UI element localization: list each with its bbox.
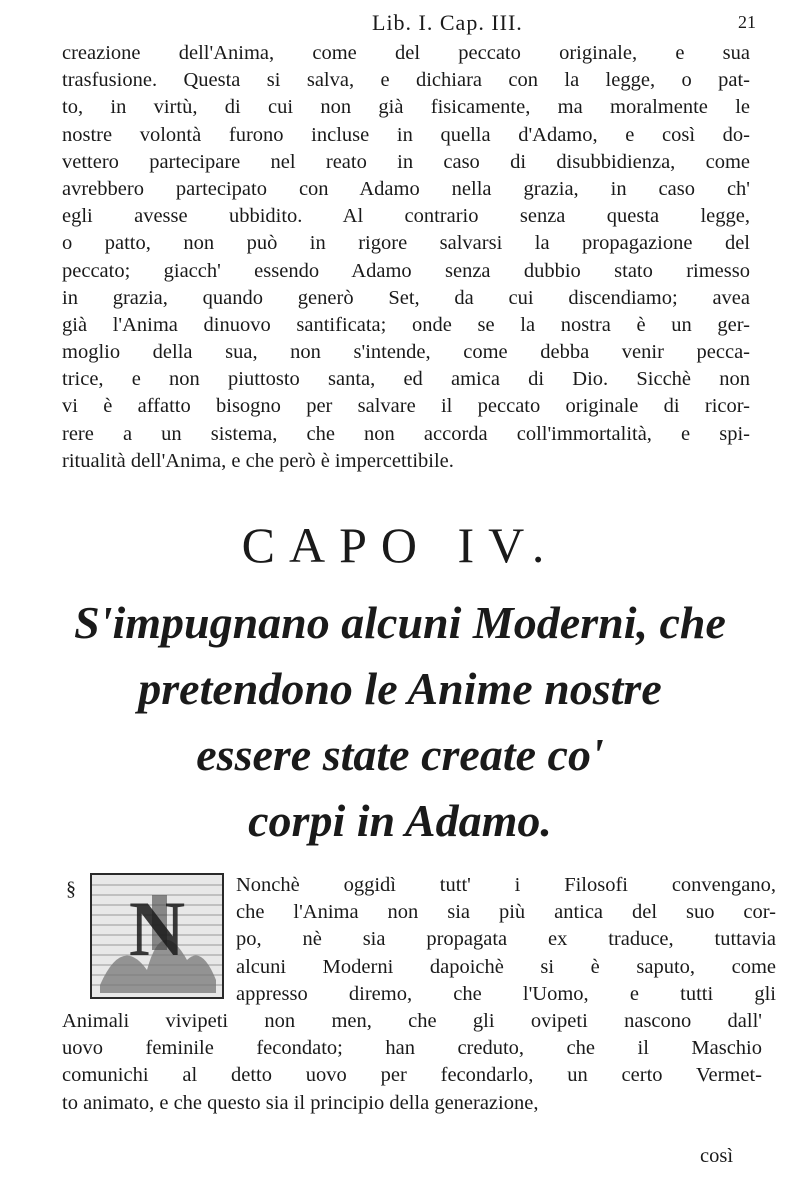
text-line: vettero partecipare nel reato in caso di disubbidienza, come [62,150,750,173]
section-marker: § [66,878,76,900]
text-line: uovo feminile fecondato; han creduto, che il Maschio [62,1037,762,1060]
paragraph-beside-initial [236,872,776,1008]
text-line: to animato, e che questo sia il principio della generazione, [62,1091,539,1114]
paragraph-continuation [62,40,750,475]
text-line: appresso diremo, che l'Uomo, e tutti gli [236,982,776,1005]
catchword: così [700,1145,734,1167]
title-line: corpi in Adamo. [248,795,552,846]
text-line: creazione dell'Anima, come del peccato originale, e sua [62,42,750,64]
text-line: egli avesse ubbidito. Al contrario senza questa legge, [62,205,750,228]
text-line: Nonchè oggidì tutt' i Filosofi convengano, [236,874,776,896]
text-line: peccato; giacch' essendo Adamo senza dubbio stato rimesso [62,259,750,282]
running-head: Lib. I. Cap. III. [372,10,523,35]
text-line: o patto, non può in rigore salvarsi la propagazione del [62,232,750,255]
chapter-heading: CAPO IV. [241,517,559,573]
svg-text:N: N [128,885,186,972]
paragraph-body [62,1008,762,1117]
engraved-initial-icon [92,875,222,997]
title-line: S'impugnano alcuni Moderni, che [74,597,726,648]
text-line: che l'Anima non sia più antica del suo cor- [236,901,776,924]
page-number: 21 [738,12,756,32]
text-line: to, in virtù, di cui non già fisicamente, ma moralmente le [62,96,750,119]
chapter-title [0,590,800,854]
text-line: comunichi al detto uovo per fecondarlo, un certo Vermet- [62,1064,762,1087]
text-line: po, nè sia propagata ex traduce, tuttavia [236,928,776,951]
text-line: alcuni Moderni dapoichè si è saputo, come [236,955,776,978]
text-line: in grazia, quando generò Set, da cui discendiamo; avea [62,286,750,309]
title-line: essere state create co' [196,729,604,780]
text-line: rere a un sistema, che non accorda coll'immortalità, e spi- [62,422,750,445]
text-line: avrebbero partecipato con Adamo nella grazia, in caso ch' [62,177,750,200]
running-header [0,10,800,40]
text-line: nostre volontà furono incluse in quella d'Adamo, e così do- [62,123,750,146]
text-line: vi è affatto bisogno per salvare il peccato originale di ricor- [62,395,750,418]
text-line: ritualità dell'Anima, e che però è impercettibile. [62,449,454,472]
title-line: pretendono le Anime nostre [138,663,662,714]
text-line: moglio della sua, non s'intende, come debba venir pecca- [62,341,750,364]
text-line: già l'Anima dinuovo santificata; onde se la nostra è un ger- [62,313,750,336]
text-line: Animali vivipeti non men, che gli ovipeti nascono dall' [62,1010,762,1032]
decorated-initial [90,873,224,999]
text-line: trice, e non piuttosto santa, ed amica di Dio. Sicchè non [62,368,750,391]
text-line: trasfusione. Questa si salva, e dichiara con la legge, o pat- [62,69,750,92]
